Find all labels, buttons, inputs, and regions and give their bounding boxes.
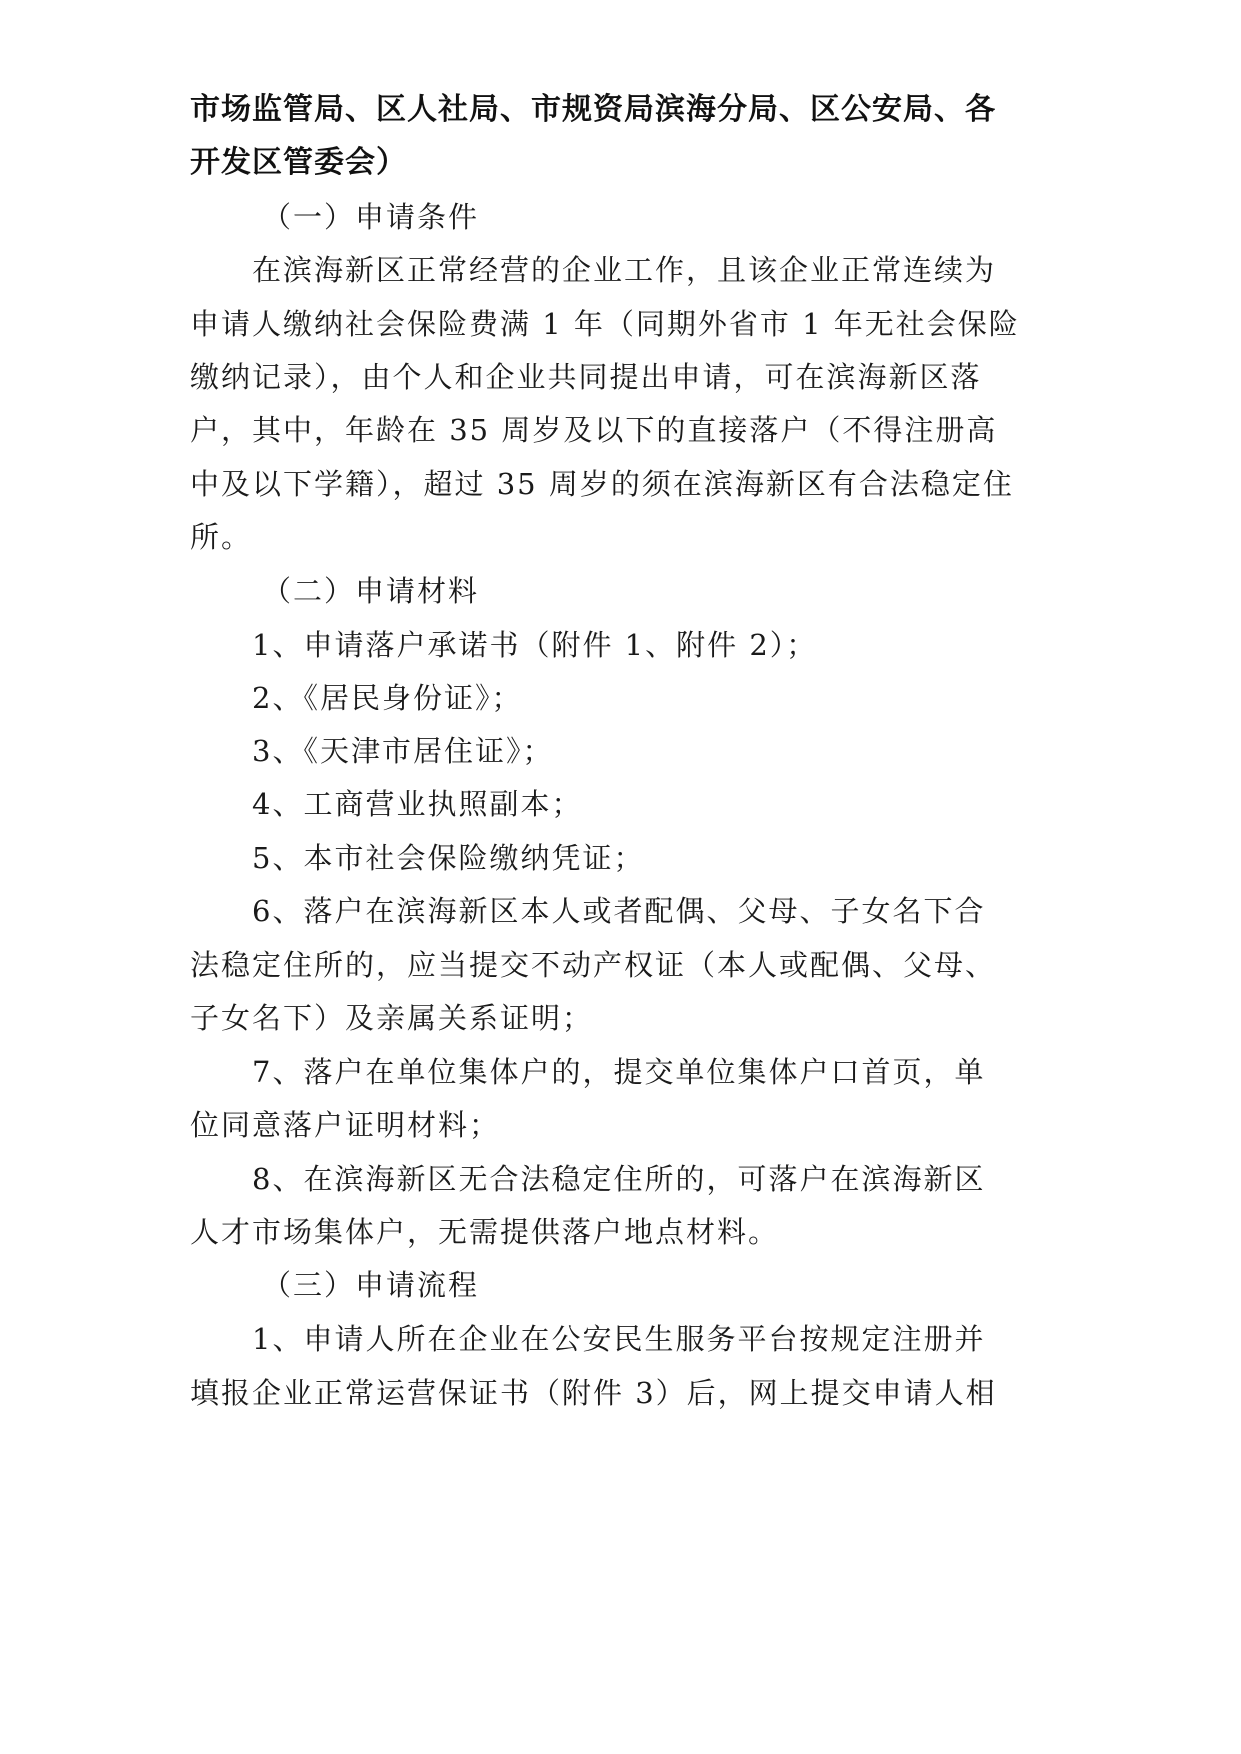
material-item-5: 5、本市社会保险缴纳凭证； [252,841,645,875]
material-item-3: 3、《天津市居住证》； [252,734,554,768]
section-1-text-line-5: 中及以下学籍），超过 35 周岁的须在滨海新区有合法稳定住 [190,467,1014,501]
material-item-6-line-2: 法稳定住所的，应当提交不动产权证（本人或配偶、父母、 [190,948,997,982]
material-item-7-line-1: 7、落户在单位集体户的，提交单位集体户口首页，单 [252,1055,986,1089]
section-1-heading: （一）申请条件 [262,200,480,234]
material-item-8-line-1: 8、在滨海新区无合法稳定住所的，可落户在滨海新区 [252,1162,986,1196]
material-item-2: 2、《居民身份证》； [252,681,523,715]
section-1-text-line-2: 申请人缴纳社会保险费满 1 年（同期外省市 1 年无社会保险 [190,307,1020,341]
section-1-text-line-3: 缴纳记录），由个人和企业共同提出申请，可在滨海新区落 [190,360,982,394]
material-item-4: 4、工商营业执照副本； [252,787,583,821]
section-3-heading: （三）申请流程 [262,1268,480,1302]
section-1-text-line-6: 所。 [190,520,253,554]
material-item-6-line-3: 子女名下）及亲属关系证明； [190,1001,594,1035]
header-line-2: 开发区管委会） [190,145,407,180]
material-item-8-line-2: 人才市场集体户，无需提供落户地点材料。 [190,1215,780,1249]
section-2-heading: （二）申请材料 [262,574,480,608]
material-item-1: 1、申请落户承诺书（附件 1、附件 2）； [252,628,818,662]
header-line-1: 市场监管局、区人社局、市规资局滨海分局、区公安局、各 [190,92,996,127]
material-item-7-line-2: 位同意落户证明材料； [190,1108,501,1142]
process-item-1-line-2: 填报企业正常运营保证书（附件 3）后，网上提交申请人相 [190,1376,997,1410]
section-1-text-line-4: 户，其中，年龄在 35 周岁及以下的直接落户（不得注册高 [190,413,998,447]
section-1-text-line-1: 在滨海新区正常经营的企业工作，且该企业正常连续为 [252,253,997,287]
material-item-6-line-1: 6、落户在滨海新区本人或者配偶、父母、子女名下合 [252,894,986,928]
process-item-1-line-1: 1、申请人所在企业在公安民生服务平台按规定注册并 [252,1322,986,1356]
